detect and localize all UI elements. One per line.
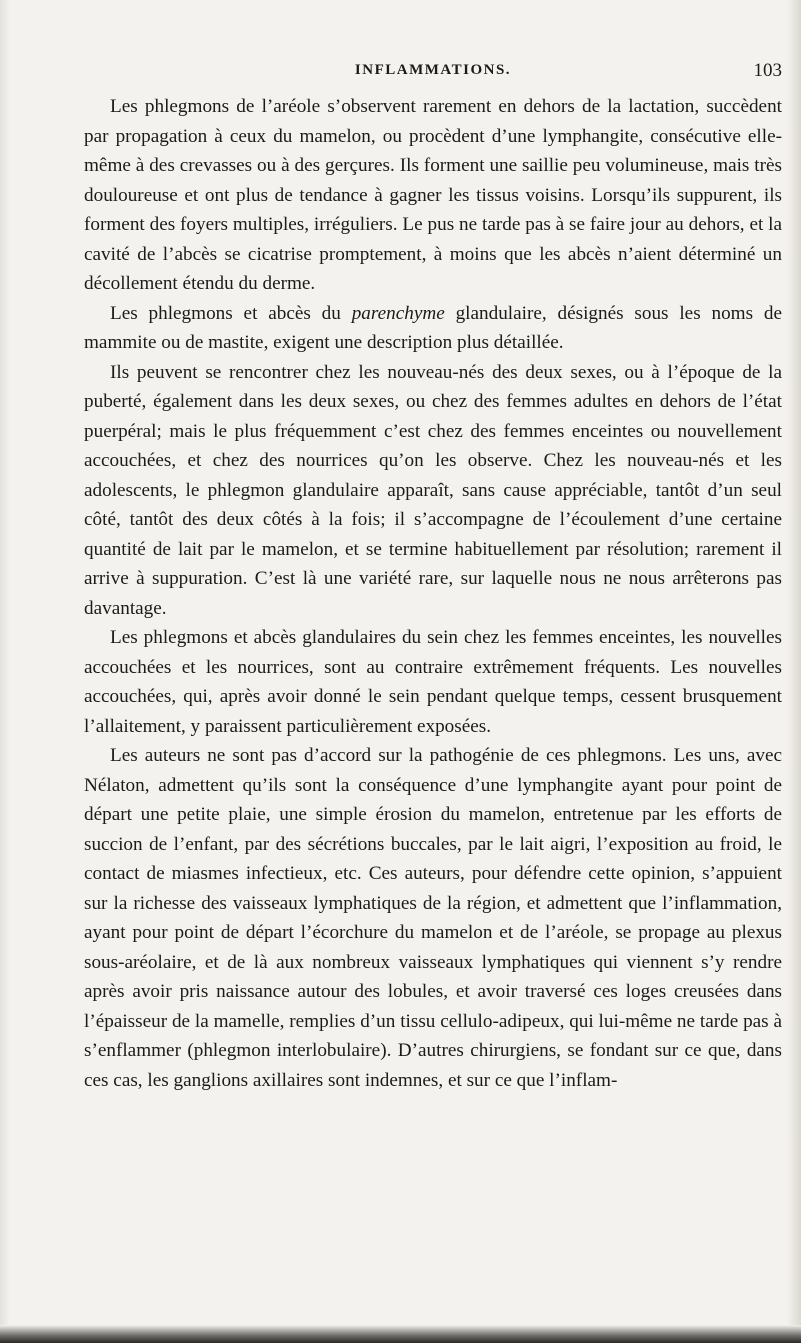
paragraph-text: Ils peuvent se rencontrer chez les nouveau-nés des deux sexes, ou à l’époque de la puberté, également dans les deux sexes, ou chez des femmes adultes en dehors de l’état puerpéral; mais le plus fréquemment c’est chez des femmes enceintes ou nouvellement accouchées, et chez des nourrices qu’on les observe. Chez les nouveau-nés et les adolescents, le phlegmon glandulaire apparaît, sans cause appréciable, tantôt d’un seul côté, tantôt des deux côtés à la fois; il s’accompagne de l’écoulement d’une certaine quantité de lait par le mamelon, et se termine habituellement par résolution; rarement il arrive à suppuration. C’est là une variété rare, sur laquelle nous ne nous arrêterons pas davantage.: [84, 361, 782, 619]
paragraph: [84, 299, 782, 358]
bottom-edge-shadow: [0, 1325, 801, 1343]
paragraph-text: Les phlegmons et abcès du: [110, 302, 352, 324]
paragraph: [84, 623, 782, 741]
paragraph-text: Les auteurs ne sont pas d’accord sur la pathogénie de ces phlegmons. Les uns, avec Nélaton, admettent qu’ils sont la conséquence d’une lymphangite ayant pour point de départ une petite plaie, une simple érosion du mamelon, entretenue par les efforts de succion de l’enfant, par des sécrétions buccales, par le lait aigri, l’exposition au froid, le contact de miasmes infectieux, etc. Ces auteurs, pour défendre cette opinion, s’appuient sur la richesse des vaisseaux lymphatiques de la région, et admettent que l’inflammation, ayant pour point de départ l’écorchure du mamelon et de l’aréole, se propage au plexus sous-aréolaire, et de là aux nombreux vaisseaux lymphatiques qui viennent s’y rendre après avoir pris naissance autour des lobules, et avoir traversé ces loges creusées dans l’épaisseur de la mamelle, remplies d’un tissu cellulo-adipeux, qui lui-même ne tarde pas à s’enflammer (phlegmon interlobulaire). D’autres chirurgiens, se fondant sur ce que, dans ces cas, les ganglions axillaires sont indemnes, et sur ce que l’inflam-: [84, 745, 782, 1091]
paragraph: [84, 358, 782, 624]
page-header: [84, 62, 782, 86]
page-binding-shadow: [0, 0, 10, 1343]
paragraph-text: Les phlegmons et abcès glandulaires du sein chez les femmes enceintes, les nouvelles accouchées et les nourrices, sont au contraire extrêmement fréquents. Les nouvelles accouchées, qui, après avoir donné le sein pendant quelque temps, cessent brusquement l’allaitement, y paraissent particulièrement exposées.: [84, 627, 782, 737]
paragraph-text: Les phlegmons de l’aréole s’observent rarement en dehors de la lactation, succèdent par propagation à ceux du mamelon, ou procèdent d’une lymphangite, consécutive elle-même à des crevasses ou à des gerçures. Ils forment une saillie peu volumineuse, mais très douloureuse et ont plus de tendance à gagner les tissus voisins. Lorsqu’ils suppurent, ils forment des foyers multiples, irréguliers. Le pus ne tarde pas à se faire jour au dehors, et la cavité de l’abcès se cicatrise promptement, à moins que les abcès n’aient déterminé un décollement étendu du derme.: [84, 96, 782, 294]
body-text: [84, 92, 782, 1095]
paragraph-text: glandulaire, désignés sous les noms de mammite ou de mastite, exigent une description plus détaillée.: [84, 302, 783, 353]
italic-term: parenchyme: [351, 302, 445, 324]
paragraph: [84, 92, 782, 299]
paragraph: [84, 741, 782, 1095]
page-edge-shadow: [787, 0, 801, 1343]
page-number: 103: [753, 60, 782, 81]
running-head: INFLAMMATIONS.: [354, 62, 512, 78]
